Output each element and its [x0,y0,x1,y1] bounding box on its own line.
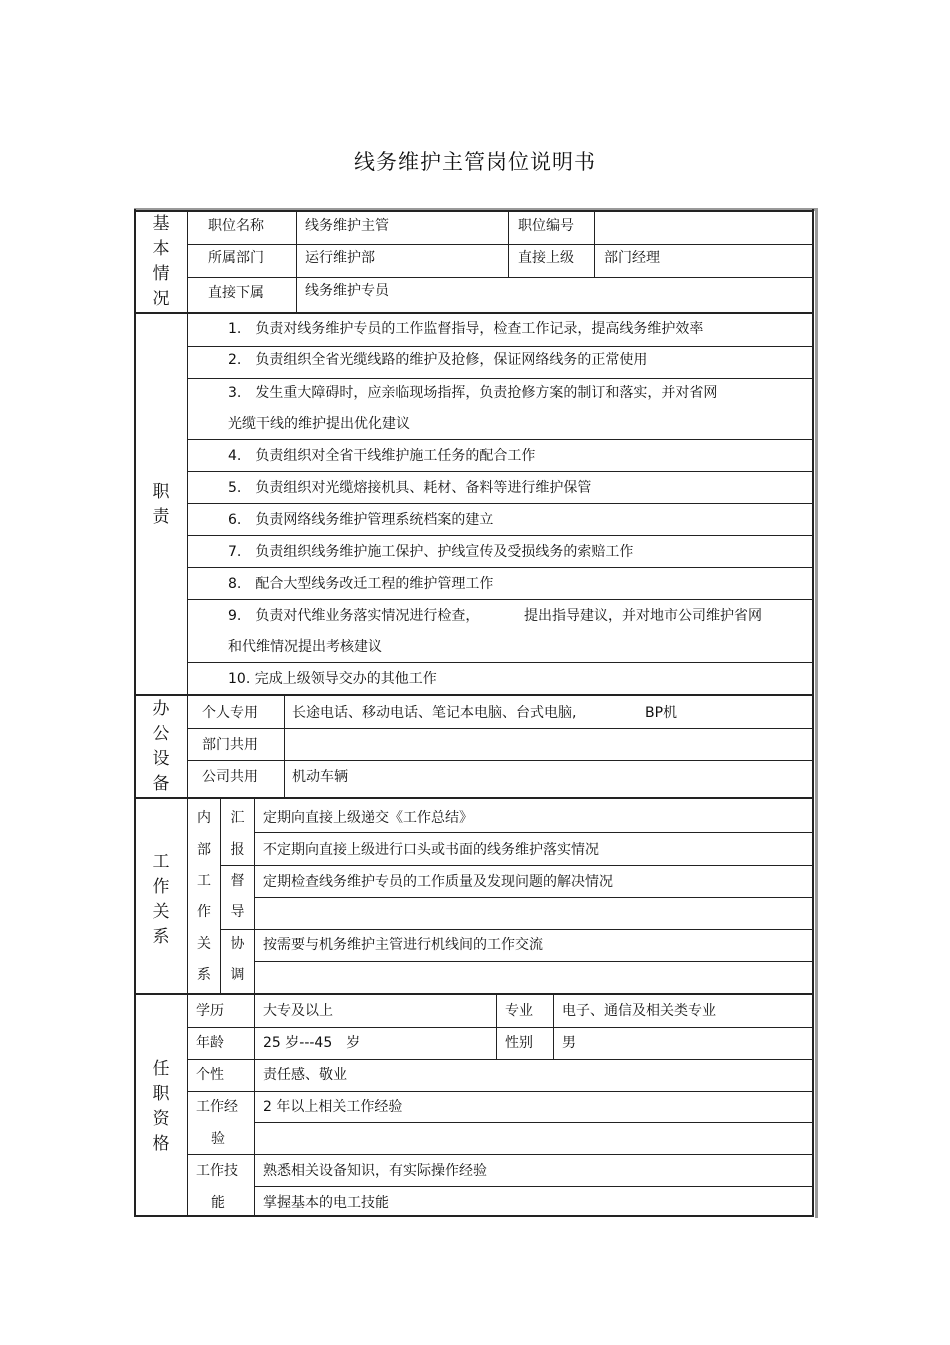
duty-item: 10. 完成上级领导交办的其他工作 [228,671,437,687]
education-label: 学历 [196,1003,224,1019]
duty-item: 3. 发生重大障碍时，应亲临现场指挥，负责抢修方案的制订和落实，并对省网 [228,385,718,401]
superior-label: 直接上级 [518,250,574,266]
education: 大专及以上 [263,1003,333,1019]
age-label: 年龄 [196,1035,224,1051]
major: 电子、通信及相关类专业 [562,1003,716,1019]
duty-item: 9. 负责对代维业务落实情况进行检查， [228,608,480,624]
relation-row: 不定期向直接上级进行口头或书面的线务维护落实情况 [263,842,599,858]
duty-item: 6. 负责网络线务维护管理系统档案的建立 [228,512,494,528]
duty-item: 1. 负责对线务维护专员的工作监督指导，检查工作记录，提高线务维护效率 [228,321,704,337]
duty-item: 8. 配合大型线务改迁工程的维护管理工作 [228,576,494,592]
relation-row: 定期向直接上级递交《工作总结》 [263,810,473,826]
coordinate-label: 协 [230,936,245,952]
position-name-label: 职位名称 [208,218,264,234]
skills-label: 工作技 [196,1163,238,1179]
gender: 男 [562,1035,576,1051]
duty-item-cont: 光缆干线的维护提出优化建议 [228,416,410,432]
position-name: 线务维护主管 [305,218,389,234]
report-label: 报 [230,842,245,858]
relation-row: 定期检查线务维护专员的工作质量及发现问题的解决情况 [263,874,613,890]
personal-equipment: 长途电话、移动电话、笔记本电脑、台式电脑, [292,705,577,721]
duty-item: 5. 负责组织对光缆熔接机具、耗材、备料等进行维护保管 [228,480,592,496]
subordinate: 线务维护专员 [305,283,389,299]
duty-item: 4. 负责组织对全省干线维护施工任务的配合工作 [228,448,536,464]
personal-equipment-extra: BP机 [645,705,678,721]
personal-equipment-label: 个人专用 [202,705,258,721]
skills-label: 能 [211,1195,225,1211]
experience: 2 年以上相关工作经验 [263,1099,403,1115]
duty-item-cont: 和代维情况提出考核建议 [228,639,382,655]
dept-equipment-label: 部门共用 [202,737,258,753]
experience-label: 验 [211,1131,225,1147]
report-label: 汇 [230,810,245,826]
subordinate-label: 直接下属 [208,285,264,301]
age: 25 岁---45 岁 [263,1035,361,1051]
personality: 责任感、敬业 [263,1067,347,1083]
relation-row: 按需要与机务维护主管进行机线间的工作交流 [263,937,543,953]
department-label: 所属部门 [208,250,264,266]
personality-label: 个性 [196,1067,224,1083]
skill-item: 熟悉相关设备知识，有实际操作经验 [263,1163,487,1179]
page-title: 线务维护主管岗位说明书 [354,150,596,174]
duty-item: 7. 负责组织线务维护施工保护、护线宣传及受损线务的索赔工作 [228,544,634,560]
supervise-label: 督 [230,873,245,889]
supervise-label: 导 [230,904,245,920]
skill-item: 掌握基本的电工技能 [263,1195,389,1211]
superior: 部门经理 [604,250,660,266]
gender-label: 性别 [505,1035,533,1051]
company-equipment-label: 公司共用 [202,769,258,785]
position-code-label: 职位编号 [518,218,574,234]
duty-item-cont: 提出指导建议，并对地市公司维护省网 [524,608,762,624]
duty-item: 2. 负责组织全省光缆线路的维护及抢修，保证网络线务的正常使用 [228,352,648,368]
experience-label: 工作经 [196,1099,238,1115]
coordinate-label: 调 [230,967,245,983]
department: 运行维护部 [305,250,375,266]
company-equipment: 机动车辆 [292,769,348,785]
major-label: 专业 [505,1003,533,1019]
